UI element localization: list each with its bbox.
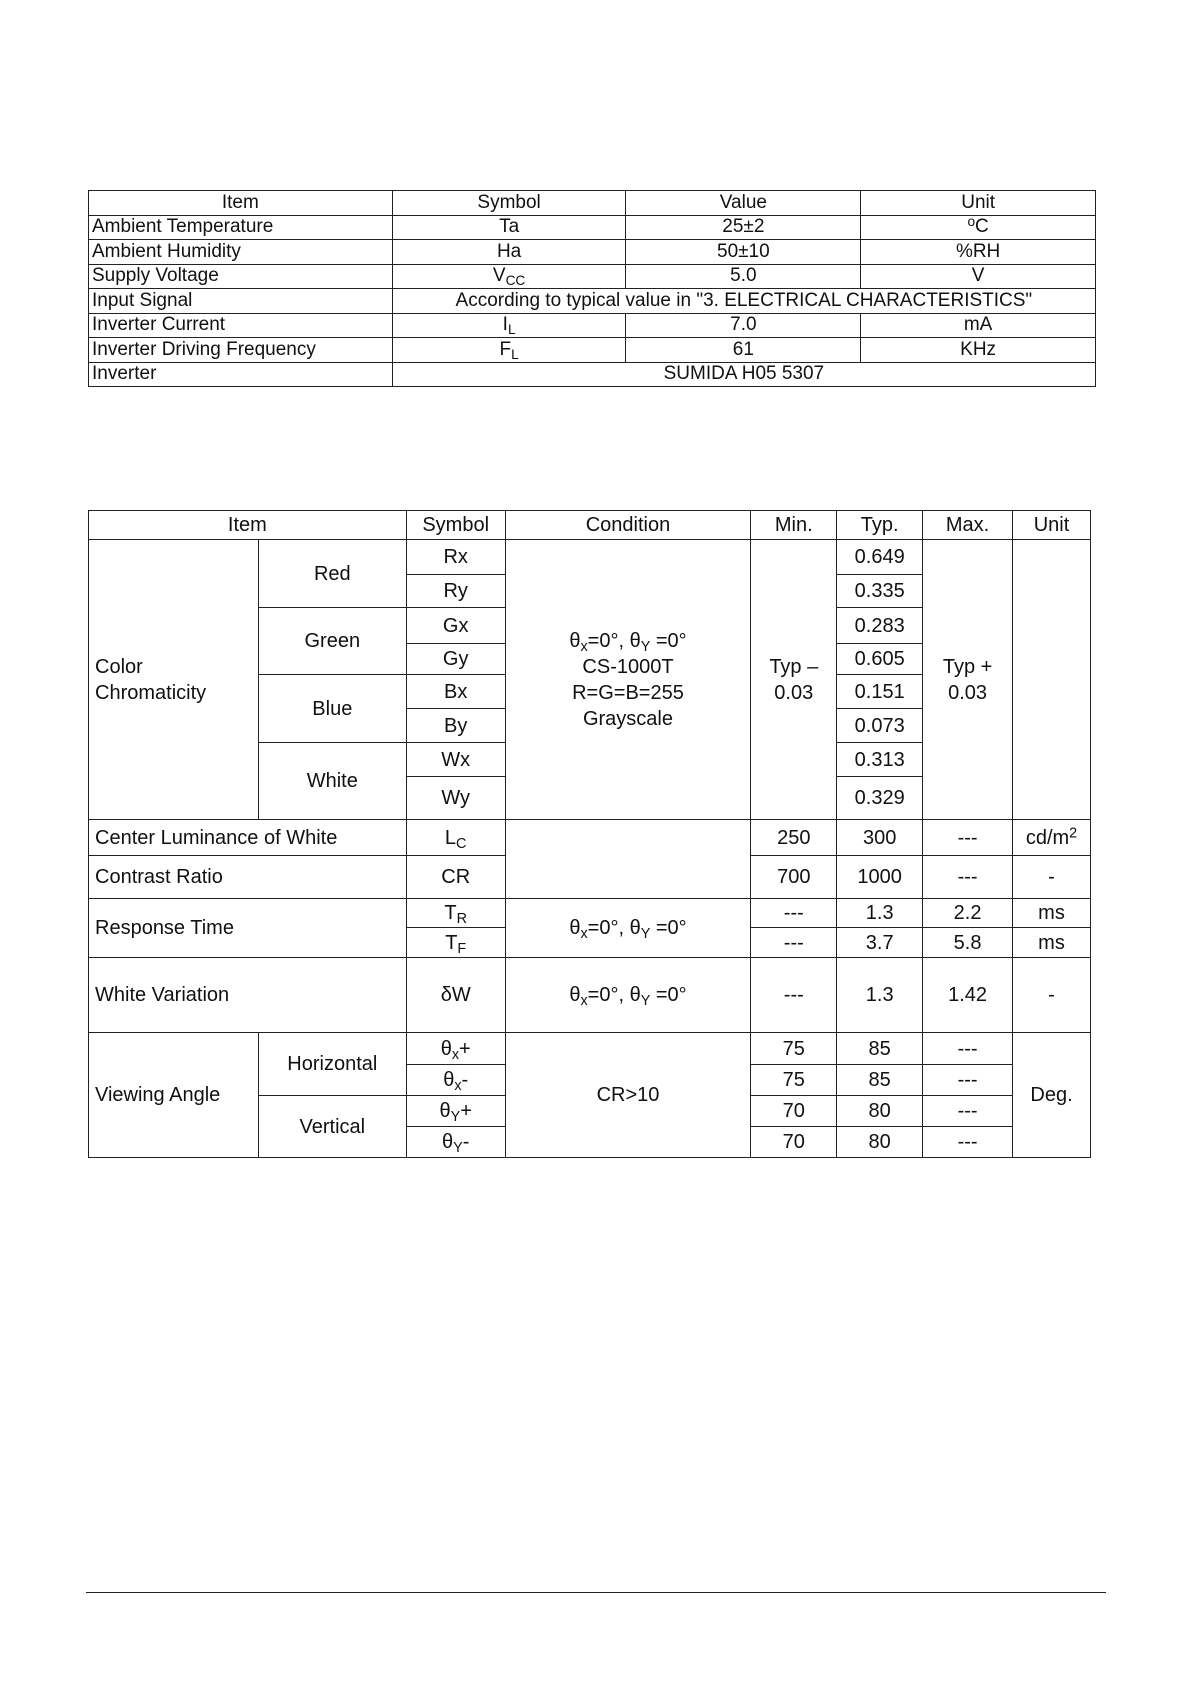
max-theta-x-minus: --- xyxy=(923,1065,1013,1096)
unit-khz: KHz xyxy=(861,338,1096,363)
group-green: Green xyxy=(258,608,406,675)
max-tf: 5.8 xyxy=(923,928,1013,958)
min-luminance: 250 xyxy=(751,820,837,856)
header-typ: Typ. xyxy=(837,511,923,540)
value-current: 7.0 xyxy=(626,313,861,338)
table-row xyxy=(89,540,1091,575)
condition-rgb: R=G=B=255 xyxy=(572,681,684,704)
max-theta-x-plus: --- xyxy=(923,1033,1013,1065)
header-max: Max. xyxy=(923,511,1013,540)
condition-instrument: CS-1000T xyxy=(582,655,674,678)
symbol-sub: L xyxy=(511,346,519,362)
typ-theta-y-plus: 80 xyxy=(837,1096,923,1127)
max-contrast: --- xyxy=(923,856,1013,899)
symbol-sub: L xyxy=(507,322,516,338)
condition-white-variation: $\theta_x=0^\circ$, $\theta_Y =0^\circ$ xyxy=(505,958,751,1033)
max-luminance: --- xyxy=(923,820,1013,856)
table-row xyxy=(89,338,1096,363)
unit-celsius xyxy=(861,215,1096,240)
header-item: Item xyxy=(89,191,393,216)
condition-chromaticity xyxy=(505,540,751,820)
symbol-rx: Rx xyxy=(406,540,505,575)
condition-angles: $\theta_x=0^\circ$, $\theta_Y =0^\circ$ xyxy=(569,629,687,655)
table-row xyxy=(89,820,1091,856)
item-line: Chromaticity xyxy=(95,681,207,704)
symbol-main: F xyxy=(499,338,512,360)
symbol-cr: CR xyxy=(406,856,505,899)
table-row xyxy=(89,313,1096,338)
symbol-by: By xyxy=(406,709,505,743)
header-item: Item xyxy=(89,511,407,540)
max-white-variation: 1.42 xyxy=(923,958,1013,1033)
min-theta-x-plus: 75 xyxy=(751,1033,837,1065)
symbol-gy: Gy xyxy=(406,644,505,675)
unit-viewing-angle: Deg. xyxy=(1013,1033,1091,1158)
test-conditions-table xyxy=(88,190,1096,387)
unit-volt: V xyxy=(861,264,1096,289)
item-response-time: Response Time xyxy=(89,899,407,958)
max-theta-y-minus: --- xyxy=(923,1127,1013,1158)
symbol-dw: δW xyxy=(406,958,505,1033)
item-inverter-frequency: Inverter Driving Frequency xyxy=(89,338,393,363)
unit-luminance: $cd/m^2$ xyxy=(1013,820,1091,856)
item-inverter: Inverter xyxy=(89,362,393,387)
item-contrast-ratio: Contrast Ratio xyxy=(89,856,407,899)
unit-contrast: - xyxy=(1013,856,1091,899)
condition-luminance xyxy=(505,820,751,899)
header-symbol: Symbol xyxy=(406,511,505,540)
symbol-main: V xyxy=(492,265,506,287)
condition-grayscale: Grayscale xyxy=(582,707,673,730)
unit-rh: %RH xyxy=(861,240,1096,265)
typ-rx: 0.649 xyxy=(837,540,923,575)
typ-theta-x-minus: 85 xyxy=(837,1065,923,1096)
group-blue: Blue xyxy=(258,675,406,743)
typ-wy: 0.329 xyxy=(837,777,923,820)
condition-viewing-angle: CR>10 xyxy=(505,1033,751,1158)
min-contrast: 700 xyxy=(751,856,837,899)
unit-c: C xyxy=(975,216,989,238)
table-header-row xyxy=(89,511,1091,540)
typ-ry: 0.335 xyxy=(837,575,923,608)
min-tf: --- xyxy=(751,928,837,958)
unit-white-variation: - xyxy=(1013,958,1091,1033)
table-header-row xyxy=(89,191,1096,216)
item-white-variation: White Variation xyxy=(89,958,407,1033)
value-temperature: 25±2 xyxy=(626,215,861,240)
table-row xyxy=(89,240,1096,265)
symbol-theta-y-minus: $\theta_Y-$ xyxy=(406,1127,505,1158)
typ-tf: 3.7 xyxy=(837,928,923,958)
min-tr: --- xyxy=(751,899,837,928)
unit-tf: ms xyxy=(1013,928,1091,958)
value-frequency: 61 xyxy=(626,338,861,363)
max-chromaticity: Typ + 0.03 xyxy=(923,540,1013,820)
table-row xyxy=(89,958,1091,1033)
item-color-chromaticity xyxy=(89,540,259,820)
table-row xyxy=(89,289,1096,314)
degree-mark: o xyxy=(967,214,976,230)
symbol-theta-x-minus: $\theta_x-$ xyxy=(406,1065,505,1096)
symbol-lc: $L_C$ xyxy=(406,820,505,856)
item-viewing-angle: Viewing Angle xyxy=(89,1033,259,1158)
item-center-luminance: Center Luminance of White xyxy=(89,820,407,856)
min-theta-y-plus: 70 xyxy=(751,1096,837,1127)
min-theta-y-minus: 70 xyxy=(751,1127,837,1158)
symbol-gx: Gx xyxy=(406,608,505,644)
table-row xyxy=(89,899,1091,928)
typ-theta-x-plus: 85 xyxy=(837,1033,923,1065)
symbol-wx: Wx xyxy=(406,743,505,777)
header-unit: Unit xyxy=(1013,511,1091,540)
typ-bx: 0.151 xyxy=(837,675,923,709)
unit-ma: mA xyxy=(861,313,1096,338)
value-humidity: 50±10 xyxy=(626,240,861,265)
group-vertical: Vertical xyxy=(258,1096,406,1158)
symbol-bx: Bx xyxy=(406,675,505,709)
symbol-tr: $T_R$ xyxy=(406,899,505,928)
symbol-il xyxy=(392,313,626,338)
input-signal-note: According to typical value in "3. ELECTRICAL CHARACTERISTICS" xyxy=(392,289,1095,314)
group-red: Red xyxy=(258,540,406,608)
min-white-variation: --- xyxy=(751,958,837,1033)
symbol-vcc xyxy=(392,264,626,289)
group-horizontal: Horizontal xyxy=(258,1033,406,1096)
optical-characteristics-table xyxy=(88,510,1091,1158)
max-theta-y-plus: --- xyxy=(923,1096,1013,1127)
item-inverter-current: Inverter Current xyxy=(89,313,393,338)
max-tr: 2.2 xyxy=(923,899,1013,928)
symbol-tf: $T_F$ xyxy=(406,928,505,958)
header-symbol: Symbol xyxy=(392,191,626,216)
table-row xyxy=(89,215,1096,240)
condition-response: $\theta_x=0^\circ$, $\theta_Y =0^\circ$ xyxy=(505,899,751,958)
header-unit: Unit xyxy=(861,191,1096,216)
typ-gx: 0.283 xyxy=(837,608,923,644)
typ-tr: 1.3 xyxy=(837,899,923,928)
symbol-sub: CC xyxy=(505,273,526,289)
value-voltage: 5.0 xyxy=(626,264,861,289)
item-input-signal: Input Signal xyxy=(89,289,393,314)
typ-contrast: 1000 xyxy=(837,856,923,899)
unit-chromaticity xyxy=(1013,540,1091,820)
table-row xyxy=(89,1033,1091,1065)
symbol-ha: Ha xyxy=(392,240,626,265)
symbol-ry: Ry xyxy=(406,575,505,608)
item-line: Color xyxy=(95,655,143,678)
typ-wx: 0.313 xyxy=(837,743,923,777)
typ-by: 0.073 xyxy=(837,709,923,743)
symbol-theta-y-plus: $\theta_Y+$ xyxy=(406,1096,505,1127)
typ-gy: 0.605 xyxy=(837,644,923,675)
typ-white-variation: 1.3 xyxy=(837,958,923,1033)
unit-tr: ms xyxy=(1013,899,1091,928)
min-theta-x-minus: 75 xyxy=(751,1065,837,1096)
header-value: Value xyxy=(626,191,861,216)
table-row xyxy=(89,362,1096,387)
typ-theta-y-minus: 80 xyxy=(837,1127,923,1158)
symbol-main: I xyxy=(502,314,508,336)
min-chromaticity: Typ – 0.03 xyxy=(751,540,837,820)
symbol-fl xyxy=(392,338,626,363)
header-min: Min. xyxy=(751,511,837,540)
table-row xyxy=(89,264,1096,289)
typ-luminance: 300 xyxy=(837,820,923,856)
header-condition: Condition xyxy=(505,511,751,540)
symbol-ta: Ta xyxy=(392,215,626,240)
symbol-wy: Wy xyxy=(406,777,505,820)
symbol-theta-x-plus: $\theta_x+$ xyxy=(406,1033,505,1065)
item-supply-voltage: Supply Voltage xyxy=(89,264,393,289)
inverter-model: SUMIDA H05 5307 xyxy=(392,362,1095,387)
item-ambient-temperature: Ambient Temperature xyxy=(89,215,393,240)
group-white: White xyxy=(258,743,406,820)
footer-divider xyxy=(86,1592,1106,1593)
item-ambient-humidity: Ambient Humidity xyxy=(89,240,393,265)
